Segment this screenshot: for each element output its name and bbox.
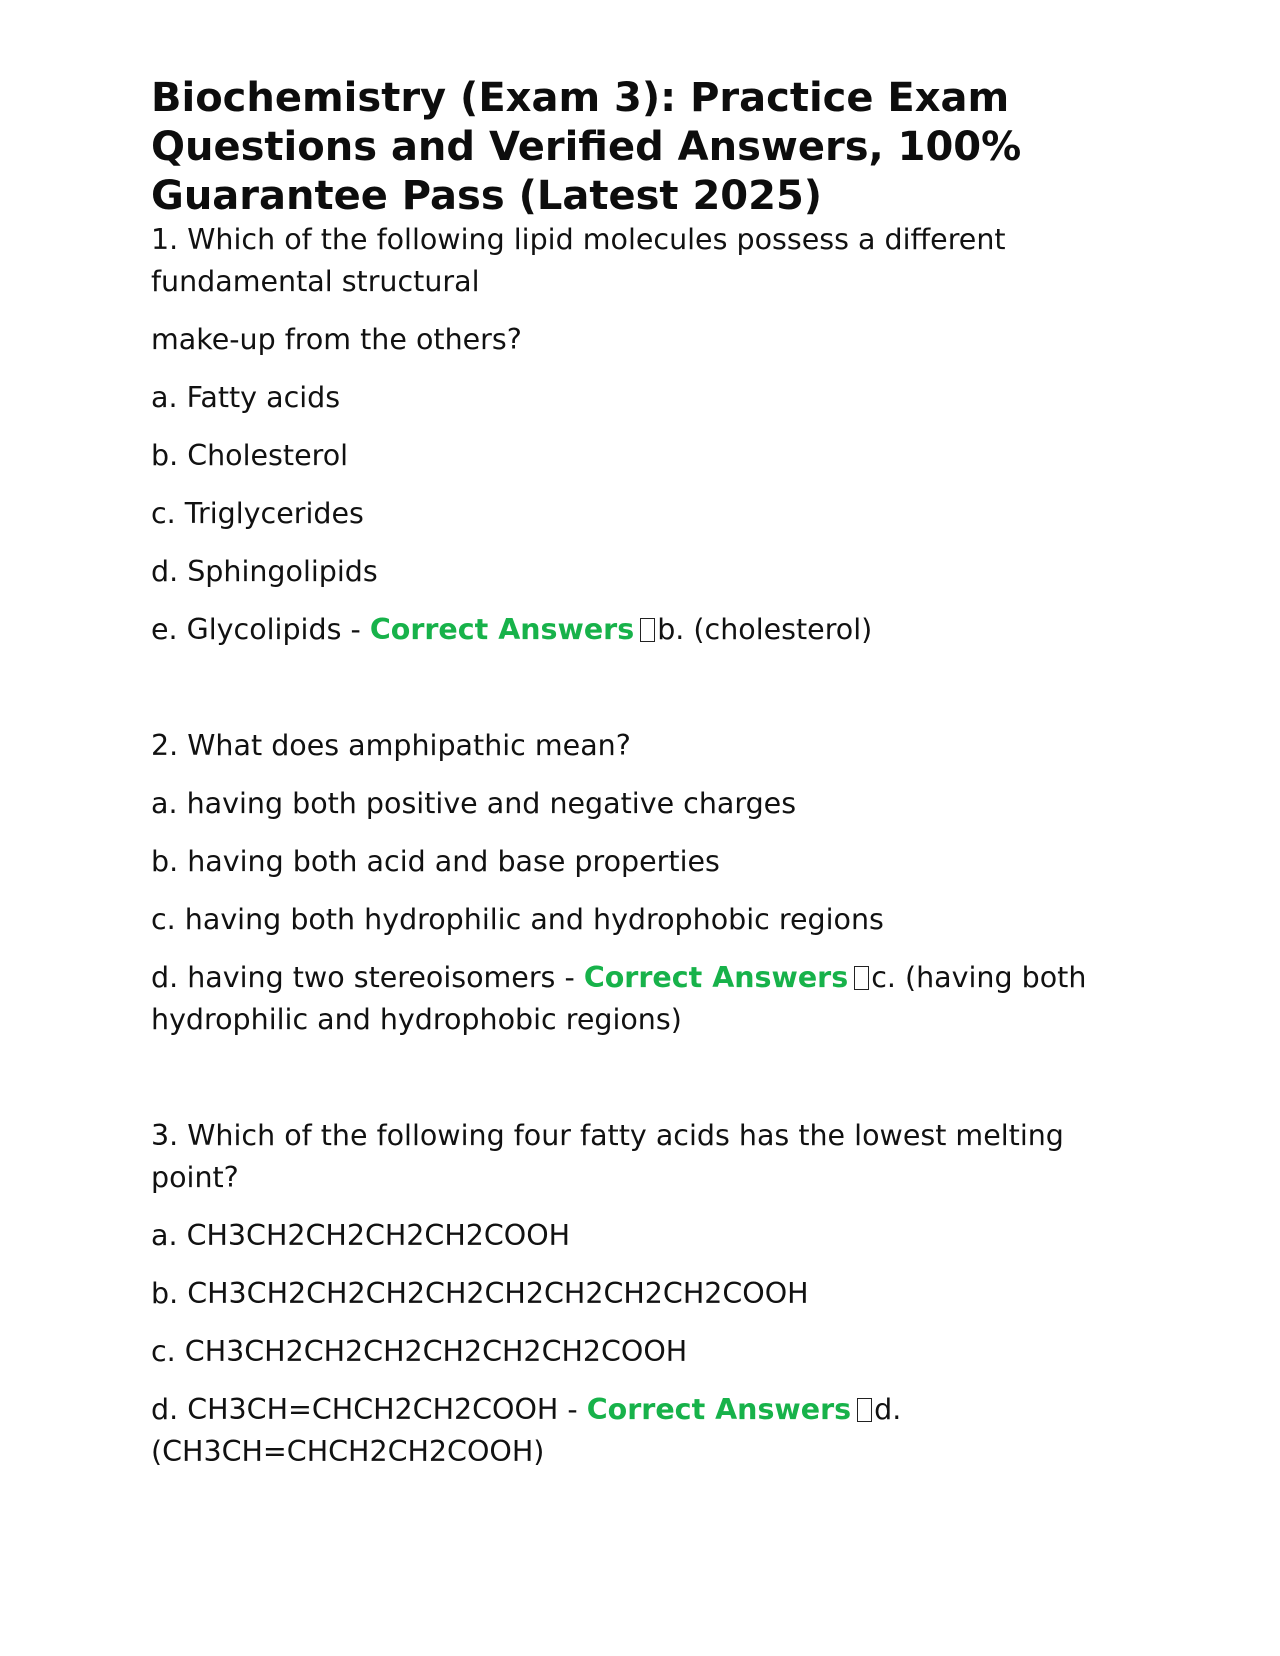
question-1-option-d: d. Sphingolipids [151, 555, 378, 588]
question-2 [151, 725, 1131, 1041]
question-1-option-e: e. Glycolipids - [151, 613, 361, 646]
question-3-option-a: a. CH3CH2CH2CH2CH2COOH [151, 1219, 571, 1252]
correct-answers-label: Correct Answers [586, 1393, 852, 1426]
question-1-option-b: b. Cholesterol [151, 439, 349, 472]
question-3-prompt: 3. Which of the following four fatty acids has the lowest melting point? [151, 1119, 1064, 1194]
correct-answers-label: Correct Answers [583, 961, 849, 994]
question-1-option-c: c. Triglycerides [151, 497, 364, 530]
question-1-option-e-with-answer [151, 609, 1131, 651]
question-2-option-b: b. having both acid and base properties [151, 845, 720, 878]
question-2-option-c: c. having both hydrophilic and hydrophobic regions [151, 903, 884, 936]
checkbox-icon [857, 1398, 872, 1422]
question-3-option-b: b. CH3CH2CH2CH2CH2CH2CH2CH2CH2COOH [151, 1277, 809, 1310]
question-1-prompt-continued: make-up from the others? [151, 323, 522, 356]
correct-answers-label: Correct Answers [369, 613, 635, 646]
question-3 [151, 1115, 1131, 1473]
question-3-answer: d. (CH3CH=CHCH2CH2COOH) [151, 1393, 902, 1468]
question-2-option-d: d. having two stereoisomers - [151, 961, 575, 994]
document-page [151, 74, 1131, 1473]
question-3-option-c: c. CH3CH2CH2CH2CH2CH2CH2COOH [151, 1335, 688, 1368]
question-3-option-d: d. CH3CH=CHCH2CH2COOH - [151, 1393, 578, 1426]
question-1-option-a: a. Fatty acids [151, 381, 341, 414]
document-title: Biochemistry (Exam 3): Practice Exam Questions and Verified Answers, 100% Guarantee Pass (Latest 2025) [151, 75, 1022, 219]
question-1 [151, 219, 1131, 651]
question-3-option-d-with-answer [151, 1389, 1131, 1473]
question-2-option-a: a. having both positive and negative charges [151, 787, 797, 820]
question-1-answer: b. (cholesterol) [657, 613, 873, 646]
checkbox-icon [640, 618, 655, 642]
question-2-answer: c. (having both hydrophilic and hydrophobic regions) [151, 961, 1087, 1036]
checkbox-icon [854, 966, 869, 990]
question-2-prompt: 2. What does amphipathic mean? [151, 729, 631, 762]
question-1-prompt: 1. Which of the following lipid molecules possess a different fundamental structural [151, 223, 1006, 298]
question-2-option-d-with-answer [151, 957, 1131, 1041]
